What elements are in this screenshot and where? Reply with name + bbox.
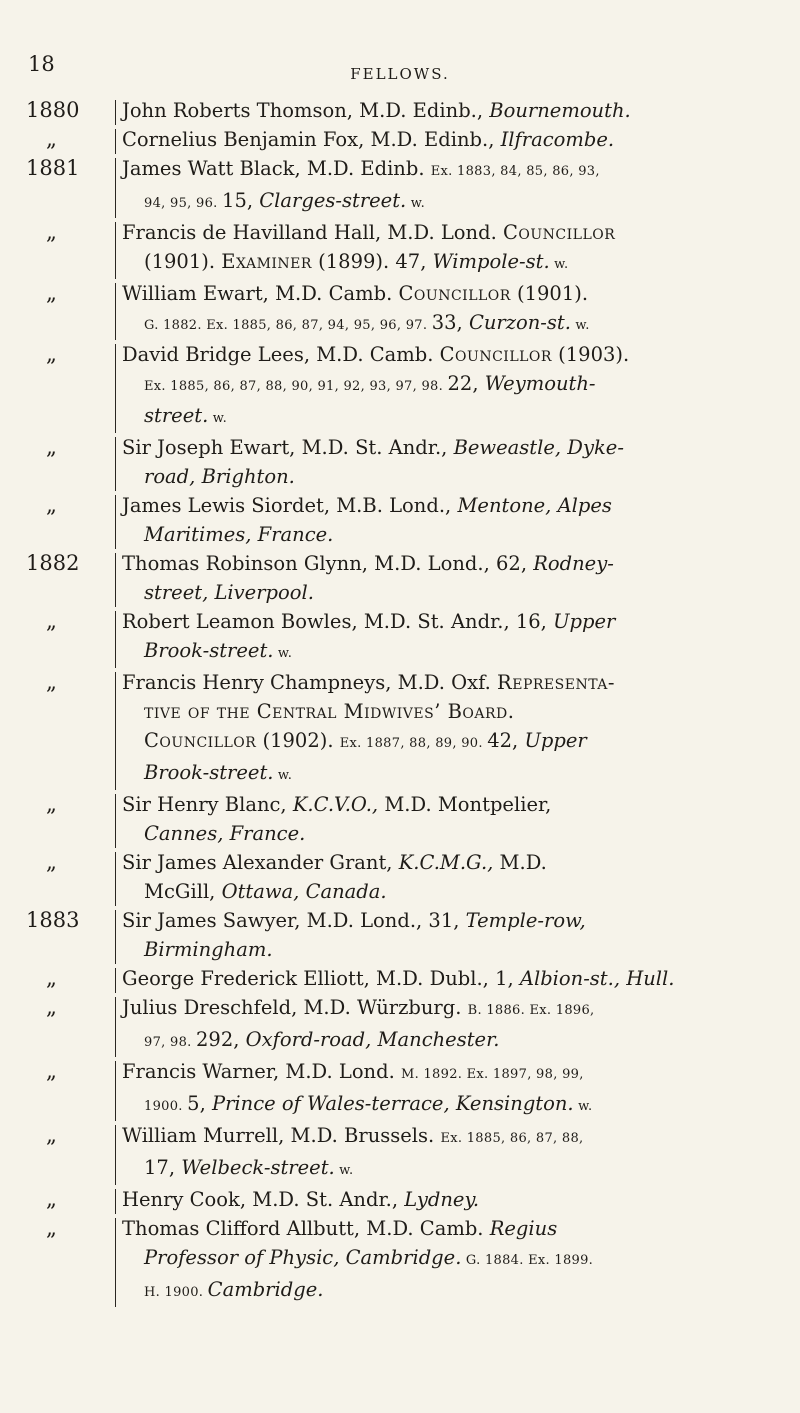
entry-segment: 22, bbox=[447, 372, 485, 395]
office-text: Representa- bbox=[497, 671, 615, 694]
fellow-entry bbox=[26, 340, 786, 433]
appointment-text: H. 1900. bbox=[144, 1285, 208, 1300]
entry-segment: Francis Henry Champneys, M.D. Oxf. bbox=[122, 671, 498, 694]
entry-line bbox=[122, 491, 786, 520]
entry-line bbox=[122, 697, 786, 726]
column-rule bbox=[115, 1218, 116, 1307]
address-text: Lydney. bbox=[404, 1188, 480, 1211]
column-rule bbox=[115, 968, 116, 993]
entry-segment: George Frederick Elliott, M.D. Dubl., 1, bbox=[122, 967, 520, 990]
address-text: Wimpole-st. bbox=[432, 250, 550, 273]
appointment-text: G. 1884. Ex. 1899. bbox=[461, 1253, 594, 1268]
entry-line bbox=[122, 578, 786, 607]
year-label: 1883 bbox=[26, 908, 80, 932]
address-text: Clarges-street. bbox=[259, 189, 407, 212]
appointment-text: Ex. 1883, 84, 85, 86, 93, bbox=[430, 164, 600, 179]
entry-line bbox=[122, 935, 786, 964]
entry-line bbox=[122, 819, 786, 848]
entry-segment: M.D. Montpelier, bbox=[378, 793, 552, 816]
entry-segment: Henry Cook, M.D. St. Andr., bbox=[122, 1188, 405, 1211]
appointment-text: w. bbox=[273, 768, 293, 783]
appointment-text: w. bbox=[573, 1099, 593, 1114]
entry-line bbox=[122, 964, 786, 993]
entry-line bbox=[122, 340, 786, 369]
entry-text bbox=[122, 906, 786, 964]
entry-line bbox=[122, 125, 786, 154]
entry-line bbox=[122, 369, 786, 401]
address-text: Beweastle, Dyke- bbox=[453, 436, 624, 459]
entry-line bbox=[122, 218, 786, 247]
appointment-text: Ex. 1887, 88, 89, 90. bbox=[339, 736, 488, 751]
entry-line bbox=[122, 1275, 786, 1307]
address-text: Albion-st., Hull. bbox=[519, 967, 675, 990]
entry-line bbox=[122, 848, 786, 877]
column-rule bbox=[115, 553, 116, 607]
entry-line bbox=[122, 279, 786, 308]
entry-line bbox=[122, 877, 786, 906]
entry-segment: Sir Joseph Ewart, M.D. St. Andr., bbox=[122, 436, 454, 459]
entry-segment: Sir James Alexander Grant, bbox=[122, 851, 399, 874]
year-label: 1880 bbox=[26, 98, 80, 122]
address-text: Ilfracombe. bbox=[500, 128, 615, 151]
entry-segment: Julius Dreschfeld, M.D. Würzburg. bbox=[122, 996, 468, 1019]
entry-line bbox=[122, 433, 786, 462]
entry-text bbox=[122, 125, 786, 154]
entry-line bbox=[122, 96, 786, 125]
year-ditto-mark: „ bbox=[46, 493, 57, 517]
column-rule bbox=[115, 344, 116, 433]
column-rule bbox=[115, 129, 116, 154]
address-text: Prince of Wales-terrace, Kensington. bbox=[211, 1092, 574, 1115]
appointment-text: w. bbox=[406, 196, 426, 211]
column-rule bbox=[115, 495, 116, 549]
entry-line bbox=[122, 790, 786, 819]
entry-line bbox=[122, 636, 786, 668]
column-rule bbox=[115, 283, 116, 340]
entry-text bbox=[122, 279, 786, 340]
column-rule bbox=[115, 672, 116, 790]
appointment-text: w. bbox=[549, 257, 569, 272]
entry-text bbox=[122, 1121, 786, 1185]
entry-segment: Sir James Sawyer, M.D. Lond., 31, bbox=[122, 909, 466, 932]
entry-line bbox=[122, 1025, 786, 1057]
fellow-entry bbox=[26, 1214, 786, 1307]
address-text: street, Liverpool. bbox=[144, 581, 314, 604]
entry-segment: McGill, bbox=[144, 880, 222, 903]
entry-segment: 42, bbox=[487, 729, 525, 752]
appointment-text: M. 1892. Ex. 1897, 98, 99, bbox=[401, 1067, 584, 1082]
fellow-entry bbox=[26, 549, 786, 607]
year-ditto-mark: „ bbox=[46, 127, 57, 151]
address-text: Curzon-st. bbox=[468, 311, 571, 334]
entry-text bbox=[122, 1057, 786, 1121]
entry-segment: Thomas Clifford Allbutt, M.D. Camb. bbox=[122, 1217, 490, 1240]
page-number: 18 bbox=[28, 52, 55, 76]
address-text: street. bbox=[144, 404, 209, 427]
entry-line bbox=[122, 401, 786, 433]
fellow-entry bbox=[26, 491, 786, 549]
address-text: Rodney- bbox=[533, 552, 614, 575]
appointment-text: Ex. 1885, 86, 87, 88, 90, 91, 92, 93, 97, 98. bbox=[144, 379, 448, 394]
entry-line bbox=[122, 308, 786, 340]
address-text: K.C.V.O., bbox=[292, 793, 379, 816]
fellow-entry bbox=[26, 1185, 786, 1214]
year-ditto-mark: „ bbox=[46, 995, 57, 1019]
entry-segment: Robert Leamon Bowles, M.D. St. Andr., 16, bbox=[122, 610, 554, 633]
office-text: Councillor bbox=[144, 729, 257, 752]
entry-line bbox=[122, 247, 786, 279]
year-ditto-mark: „ bbox=[46, 435, 57, 459]
address-text: Upper bbox=[524, 729, 587, 752]
entry-line bbox=[122, 186, 786, 218]
office-text: Councillor bbox=[439, 343, 552, 366]
entry-text bbox=[122, 218, 786, 279]
address-text: K.C.M.G., bbox=[398, 851, 494, 874]
year-ditto-mark: „ bbox=[46, 1216, 57, 1240]
entry-segment: 5, bbox=[187, 1092, 212, 1115]
year-ditto-mark: „ bbox=[46, 220, 57, 244]
entry-line bbox=[122, 993, 786, 1025]
address-text: Birmingham. bbox=[144, 938, 273, 961]
year-ditto-mark: „ bbox=[46, 281, 57, 305]
year-label: 1881 bbox=[26, 156, 80, 180]
address-text: road, Brighton. bbox=[144, 465, 295, 488]
address-text: Upper bbox=[553, 610, 616, 633]
entry-line bbox=[122, 154, 786, 186]
address-text: Maritimes, France. bbox=[144, 523, 334, 546]
entry-segment: John Roberts Thomson, M.D. Edinb., bbox=[122, 99, 490, 122]
address-text: Professor of Physic, Cambridge. bbox=[144, 1246, 462, 1269]
entry-text bbox=[122, 1214, 786, 1307]
year-ditto-mark: „ bbox=[46, 850, 57, 874]
column-rule bbox=[115, 437, 116, 491]
entry-line bbox=[122, 668, 786, 697]
appointment-text: B. 1886. Ex. 1896, bbox=[467, 1003, 595, 1018]
entry-text bbox=[122, 993, 786, 1057]
running-head: FELLOWS. bbox=[350, 65, 450, 83]
entry-segment: Sir Henry Blanc, bbox=[122, 793, 293, 816]
entry-text bbox=[122, 964, 786, 993]
fellow-entry bbox=[26, 154, 786, 218]
column-rule bbox=[115, 611, 116, 668]
year-ditto-mark: „ bbox=[46, 1123, 57, 1147]
entry-segment: 17, bbox=[144, 1156, 182, 1179]
year-ditto-mark: „ bbox=[46, 609, 57, 633]
fellows-list bbox=[26, 96, 786, 1307]
column-rule bbox=[115, 222, 116, 279]
entry-line bbox=[122, 549, 786, 578]
entry-segment: (1901). bbox=[510, 282, 589, 305]
fellow-entry bbox=[26, 906, 786, 964]
entry-segment: (1902). bbox=[256, 729, 340, 752]
entry-segment: David Bridge Lees, M.D. Camb. bbox=[122, 343, 440, 366]
column-rule bbox=[115, 794, 116, 848]
entry-segment: (1903). bbox=[551, 343, 630, 366]
entry-line bbox=[122, 1214, 786, 1243]
appointment-text: w. bbox=[334, 1163, 354, 1178]
entry-segment: M.D. bbox=[493, 851, 547, 874]
entry-line bbox=[122, 1243, 786, 1275]
entry-segment: William Murrell, M.D. Brussels. bbox=[122, 1124, 441, 1147]
entry-text bbox=[122, 1185, 786, 1214]
appointment-text: 94, 95, 96. bbox=[144, 196, 223, 211]
fellow-entry bbox=[26, 218, 786, 279]
fellow-entry bbox=[26, 125, 786, 154]
address-text: Regius bbox=[489, 1217, 558, 1240]
entry-segment: Francis Warner, M.D. Lond. bbox=[122, 1060, 401, 1083]
address-text: Bournemouth. bbox=[489, 99, 631, 122]
entry-segment: 292, bbox=[196, 1028, 246, 1051]
fellow-entry bbox=[26, 993, 786, 1057]
fellow-entry bbox=[26, 607, 786, 668]
address-text: Temple-row, bbox=[465, 909, 586, 932]
column-rule bbox=[115, 852, 116, 906]
fellow-entry bbox=[26, 433, 786, 491]
column-rule bbox=[115, 158, 116, 218]
entry-text bbox=[122, 340, 786, 433]
entry-text bbox=[122, 790, 786, 848]
address-text: Weymouth- bbox=[484, 372, 596, 395]
appointment-text: Ex. 1885, 86, 87, 88, bbox=[440, 1131, 584, 1146]
address-text: Brook-street. bbox=[144, 761, 274, 784]
entry-text bbox=[122, 433, 786, 491]
office-text: Examiner bbox=[221, 250, 312, 273]
year-label: 1882 bbox=[26, 551, 80, 575]
fellow-entry bbox=[26, 1121, 786, 1185]
year-ditto-mark: „ bbox=[46, 342, 57, 366]
entry-line bbox=[122, 726, 786, 758]
fellow-entry bbox=[26, 964, 786, 993]
entry-line bbox=[122, 607, 786, 636]
appointment-text: G. 1882. Ex. 1885, 86, 87, 94, 95, 96, 97. bbox=[144, 318, 432, 333]
entry-segment: (1901). bbox=[144, 250, 222, 273]
office-text: Councillor bbox=[502, 221, 616, 244]
appointment-text: w. bbox=[570, 318, 590, 333]
office-text: Councillor bbox=[398, 282, 511, 305]
entry-line bbox=[122, 1089, 786, 1121]
address-text: Welbeck-street. bbox=[181, 1156, 335, 1179]
year-ditto-mark: „ bbox=[46, 792, 57, 816]
fellow-entry bbox=[26, 1057, 786, 1121]
entry-line bbox=[122, 758, 786, 790]
column-rule bbox=[115, 100, 116, 125]
address-text: Cannes, France. bbox=[144, 822, 306, 845]
fellow-entry bbox=[26, 96, 786, 125]
entry-segment: 15, bbox=[222, 189, 260, 212]
appointment-text: w. bbox=[208, 411, 228, 426]
entry-text bbox=[122, 96, 786, 125]
fellow-entry bbox=[26, 279, 786, 340]
entry-line bbox=[122, 1153, 786, 1185]
appointment-text: 97, 98. bbox=[144, 1035, 197, 1050]
entry-line bbox=[122, 906, 786, 935]
entry-text bbox=[122, 668, 786, 790]
fellow-entry bbox=[26, 790, 786, 848]
entry-segment: Thomas Robinson Glynn, M.D. Lond., 62, bbox=[122, 552, 534, 575]
address-text: Ottawa, Canada. bbox=[221, 880, 387, 903]
column-rule bbox=[115, 1189, 116, 1214]
entry-line bbox=[122, 462, 786, 491]
appointment-text: w. bbox=[273, 646, 293, 661]
entry-text bbox=[122, 549, 786, 607]
year-ditto-mark: „ bbox=[46, 966, 57, 990]
address-text: Brook-street. bbox=[144, 639, 274, 662]
office-text: tive of the Central Midwives’ Board. bbox=[144, 700, 515, 723]
column-rule bbox=[115, 1061, 116, 1121]
address-text: Cambridge. bbox=[207, 1278, 324, 1301]
fellow-entry bbox=[26, 848, 786, 906]
year-ditto-mark: „ bbox=[46, 1187, 57, 1211]
entry-segment: 33, bbox=[431, 311, 469, 334]
address-text: Oxford-road, Manchester. bbox=[245, 1028, 500, 1051]
entry-text bbox=[122, 491, 786, 549]
column-rule bbox=[115, 997, 116, 1057]
entry-segment: Francis de Havilland Hall, M.D. Lond. bbox=[122, 221, 503, 244]
column-rule bbox=[115, 1125, 116, 1185]
entry-line bbox=[122, 1057, 786, 1089]
entry-segment: (1899). 47, bbox=[311, 250, 433, 273]
entry-segment: James Lewis Siordet, M.B. Lond., bbox=[122, 494, 458, 517]
entry-text bbox=[122, 154, 786, 218]
entry-line bbox=[122, 1185, 786, 1214]
entry-text bbox=[122, 607, 786, 668]
appointment-text: 1900. bbox=[144, 1099, 188, 1114]
year-ditto-mark: „ bbox=[46, 670, 57, 694]
entry-segment: James Watt Black, M.D. Edinb. bbox=[122, 157, 431, 180]
fellow-entry bbox=[26, 668, 786, 790]
year-ditto-mark: „ bbox=[46, 1059, 57, 1083]
entry-line bbox=[122, 520, 786, 549]
column-rule bbox=[115, 910, 116, 964]
entry-text bbox=[122, 848, 786, 906]
address-text: Mentone, Alpes bbox=[457, 494, 612, 517]
entry-line bbox=[122, 1121, 786, 1153]
entry-segment: Cornelius Benjamin Fox, M.D. Edinb., bbox=[122, 128, 501, 151]
entry-segment: William Ewart, M.D. Camb. bbox=[122, 282, 399, 305]
